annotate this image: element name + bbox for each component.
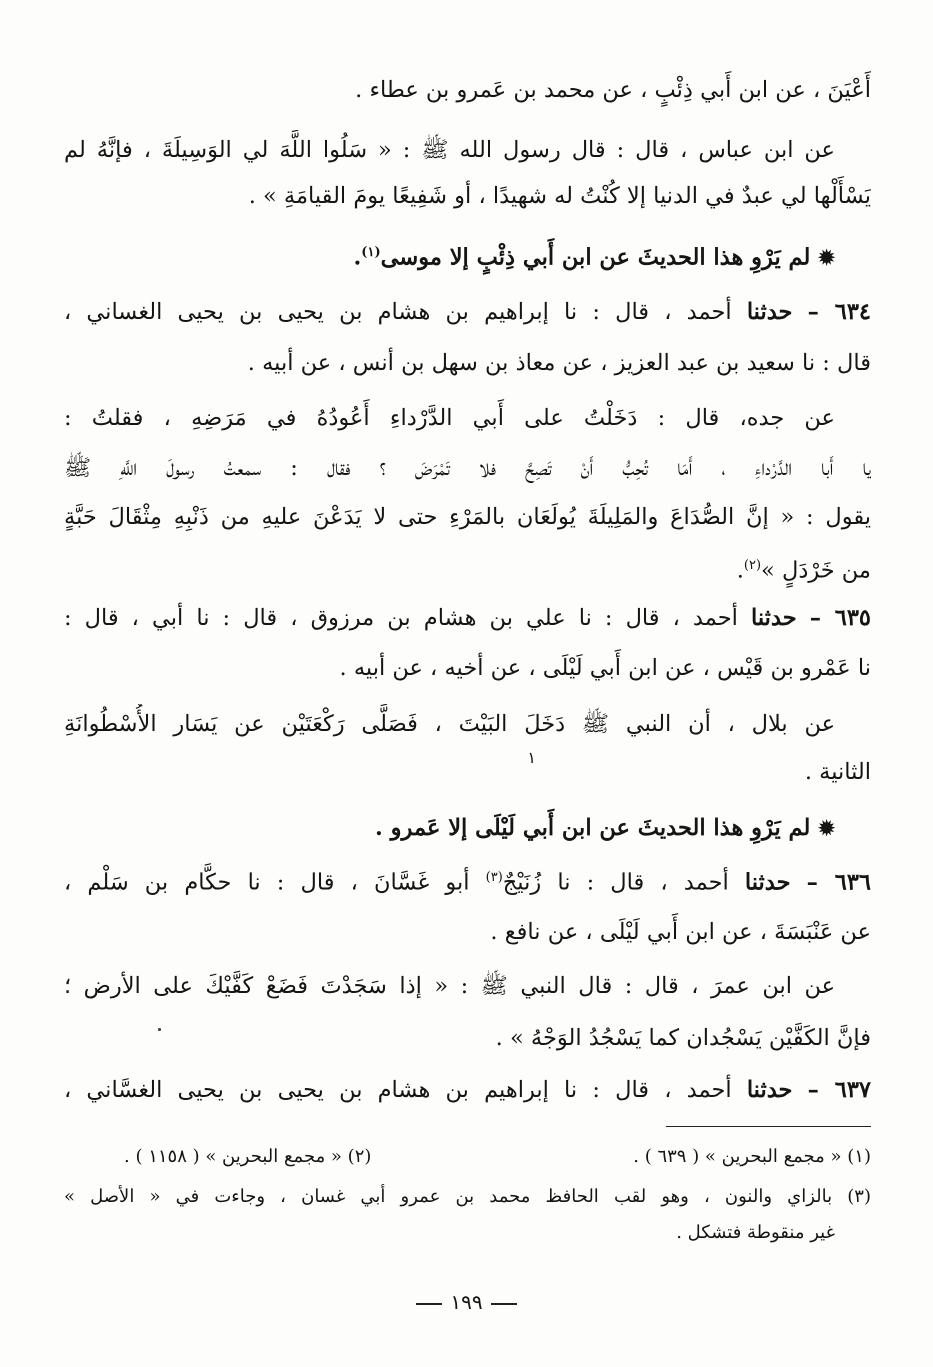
hadith-heading [64, 598, 871, 638]
text-line [64, 546, 871, 591]
isnad-text-cont: أبو غَسَّانَ ، قال : نا حكَّام بن سَلْم ، [64, 869, 470, 896]
footnote-1: (١) « مجمع البحرين » ( ٦٣٩ ) . [633, 1146, 871, 1167]
text-line [64, 1018, 871, 1058]
isnad-text: أحمد ، قال : نا علي بن هشام بن مرزوق ، قال : نا أبي ، قال : [64, 605, 738, 631]
line-14: الثانية . [804, 759, 871, 785]
footnote-3-text-cont: غير منقوطة فتشكل . [676, 1222, 835, 1243]
line-7: عن جده، قال : دَخَلْتُ على أَبي الدَّرْداءِ أَعُودُهُ في مَرَضِهِ ، فقلتُ : [64, 405, 835, 431]
footnote-2: (٢) « مجمع البحرين » ( ١١٥٨ ) . [124, 1146, 372, 1167]
line-12: نا عَمْرو بن قَيْس ، عن ابن أَبي لَيْلَى ، عن أخيه ، عن أبيه . [339, 655, 871, 681]
dash-icon [416, 1303, 442, 1305]
text-line [64, 176, 871, 216]
isnad-text: أحمد ، قال : نا زُنَيْجٌ [502, 869, 729, 896]
footnote-3-cont [64, 1216, 871, 1250]
line-10: من خَرْدَلٍ » [761, 557, 871, 584]
text-line [64, 70, 871, 110]
line-2: عن ابن عباس ، قال : قال رسول الله ﷺ : « سَلُوا اللَّهَ لي الوَسِيلَةَ ، فإنَّهُ لم [64, 137, 835, 163]
footnote-rule [666, 1126, 871, 1127]
dash-icon [491, 1303, 517, 1305]
hadith-number: ٦٣٥ – [809, 605, 871, 631]
haddathana: حدثنا [746, 299, 793, 325]
text-line [64, 398, 871, 438]
note-line [64, 233, 871, 278]
hadith-heading [64, 1070, 871, 1110]
note-line [64, 808, 871, 848]
text-line [64, 497, 871, 537]
haddathana: حدثنا [751, 605, 797, 631]
line-3: يَسْأَلْها لي عبدٌ في الدنيا إلا كُنْتُ له شهيدًا ، أو شَفِيعًا يومَ القيامَةِ » . [248, 183, 871, 209]
text-line [64, 752, 871, 792]
line-13: عن بلال ، أن النبي ﷺ دَخَلَ البَيْتَ ، فَصَلَّى رَكْعَتَيْن عن يَسَار الأُسْطُوانَةِ [64, 711, 835, 737]
line-6: قال : نا سعيد بن عبد العزيز ، عن معاذ بن سهل بن أنس ، عن أبيه . [247, 350, 871, 376]
hadith-number: ٦٣٤ – [807, 299, 871, 325]
hadith-number: ٦٣٦ – [806, 869, 871, 896]
line-8: يا أَبا الدَّرْداءِ ، أَمَا تُحِبُّ أَنْ تَصِحَّ فلا تَمْرَضَ ؟ فقال : سمعتُ رسولَ اللَّهِ ﷺ [64, 455, 871, 481]
footnote-ref: (١) [361, 245, 381, 260]
haddathana: حدثنا [744, 869, 791, 896]
haddathana: حدثنا [746, 1077, 793, 1103]
footnote-3-text: (٣) بالزاي والنون ، وهو لقب الحافظ محمد بن عمرو أبي غسان ، وجاءت في « الأصل » [64, 1186, 871, 1207]
isnad-text: أحمد ، قال : نا إبراهيم بن هشام بن يحيى بن يحيى الغسَّاني ، [64, 1077, 732, 1103]
footnote-3 [64, 1180, 871, 1214]
isnad-text: أحمد ، قال : نا إبراهيم بن هشام بن يحيى بن يحيى الغساني ، [64, 299, 732, 325]
line-9: يقول : « إنَّ الصُّدَاعَ والمَلِيلَةَ يُولَعَان بالمَرْءِ حتى لا يَدَعْنَ عليهِ من ذَنْبِهِ مِثْقَالَ حَبَّةٍ [64, 504, 871, 530]
line-17: عن عَنْبَسَةَ ، عن ابن أَبي لَيْلَى ، عن نافع . [490, 919, 871, 945]
text-line [64, 966, 871, 1006]
stray-mark: ١ [527, 748, 536, 767]
footnote-row [64, 1140, 871, 1174]
text-line [64, 130, 871, 170]
hadith-heading [64, 292, 871, 332]
text-line [64, 704, 871, 744]
hadith-heading [64, 858, 871, 903]
period: . [736, 557, 744, 584]
line-1: أَعْيَنَ ، عن ابن أَبي ذِئْبٍ ، عن محمد بن عَمرو بن عطاء . [355, 77, 871, 103]
text-line [64, 648, 871, 688]
period: . [353, 244, 362, 271]
hadith-number: ٦٣٧ – [807, 1077, 871, 1103]
note-text: لم يَرْوِ هذا الحديثَ عن ابن أَبي ذِئْبٍ إلا موسى [380, 244, 811, 271]
text-line [64, 912, 871, 952]
text-line [64, 343, 871, 383]
star-icon: ✹ [818, 816, 835, 840]
footnote-ref: (٣) [485, 870, 503, 885]
note-text: لم يَرْوِ هذا الحديثَ عن ابن أَبي لَيْلَى إلا عَمرو . [375, 815, 811, 841]
ink-speck [158, 1028, 161, 1031]
line-19: فإنَّ الكَفَّيْن يَسْجُدان كما يَسْجُدُ الوَجْهُ » . [495, 1025, 871, 1051]
page-number [0, 1290, 933, 1314]
text-line [64, 448, 871, 488]
star-icon: ✹ [818, 245, 835, 270]
footnote-ref: (٢) [743, 558, 762, 573]
line-18: عن ابن عمرَ ، قال : قال النبي ﷺ : « إذا سَجَدْتَ فَضَعْ كَفَّيْكَ على الأرض ؛ [64, 973, 835, 999]
page-number-text: ١٩٩ [450, 1290, 483, 1314]
